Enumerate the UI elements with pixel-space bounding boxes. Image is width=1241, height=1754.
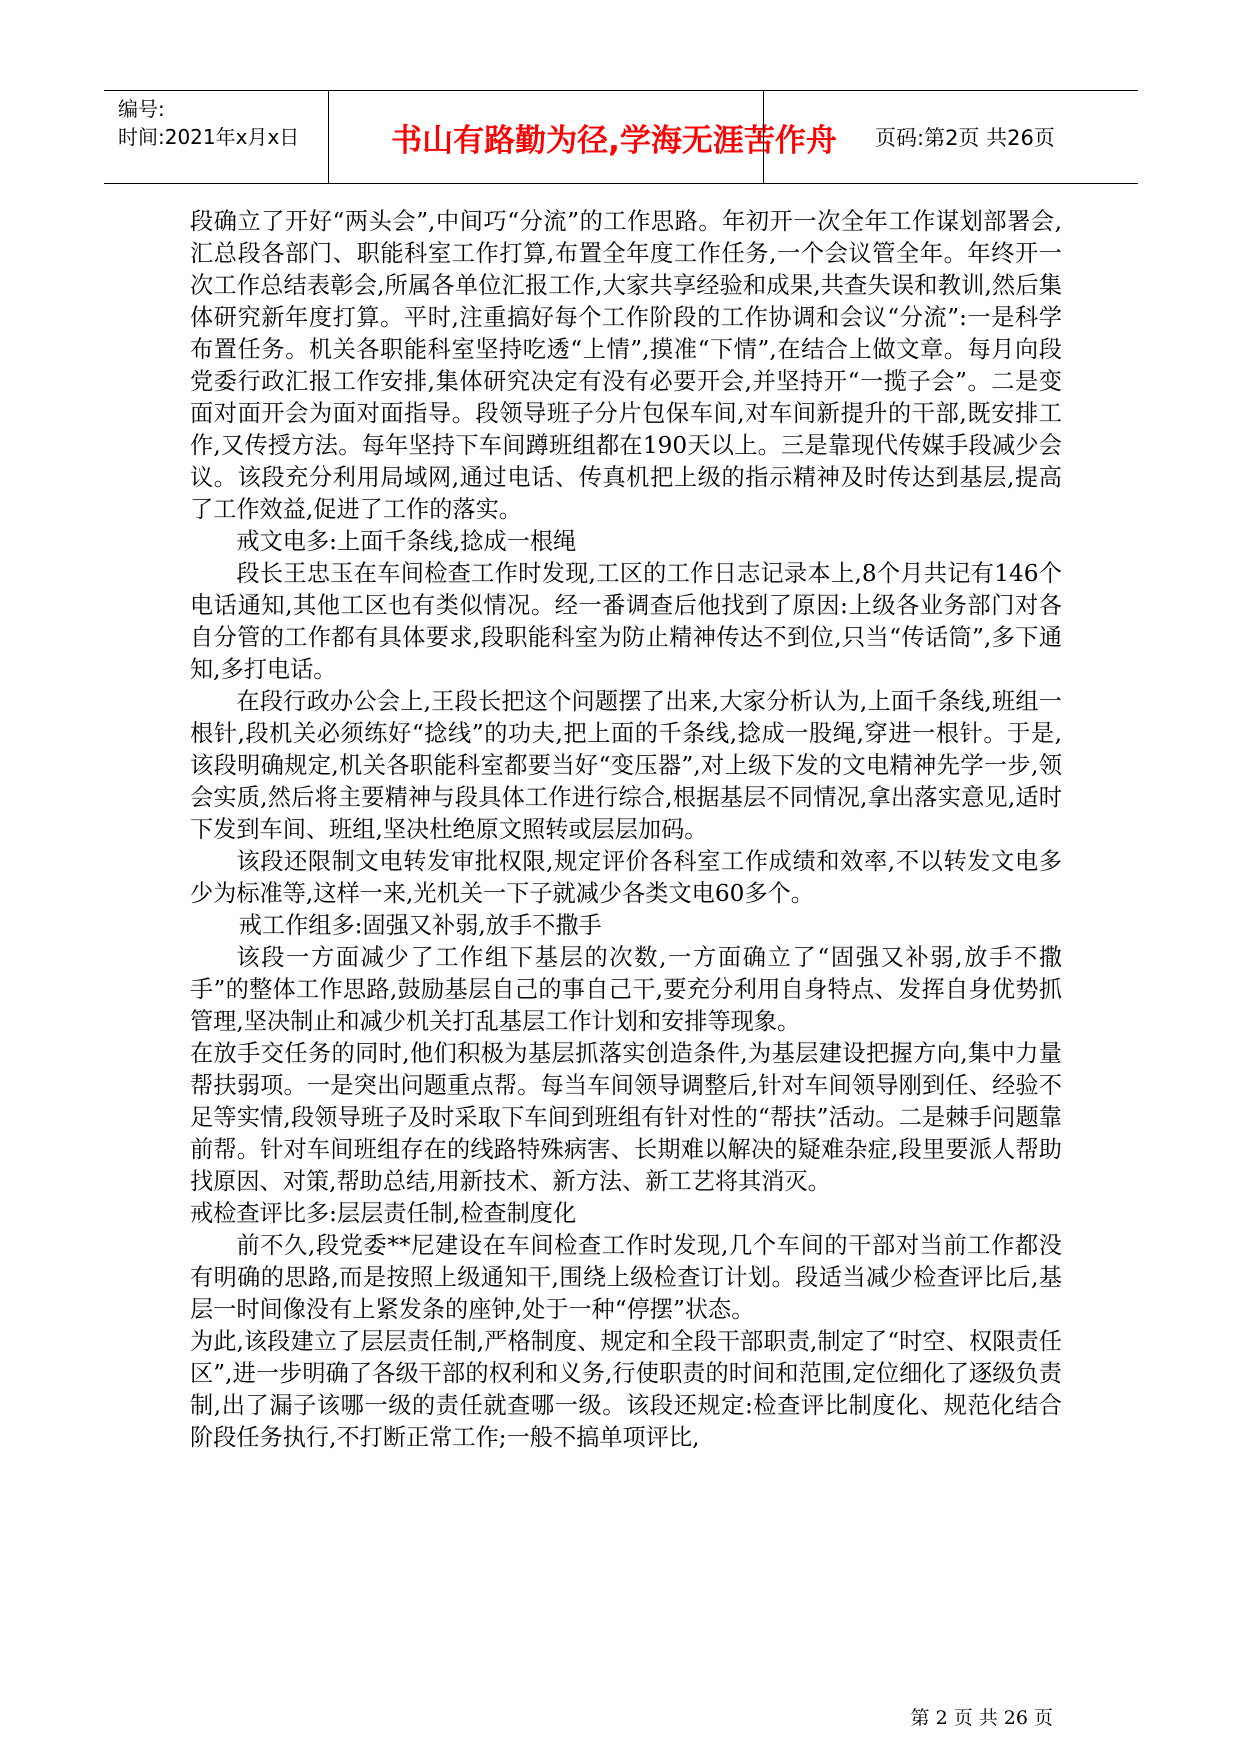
page-footer: 第 2 页 共 26 页: [910, 1707, 1053, 1729]
header-meta: [118, 95, 299, 151]
header-divider-left: [328, 91, 329, 183]
paragraph: 该段还限制文电转发审批权限,规定评价各科室工作成绩和效率,不以转发文电多少为标准等,这样一来,光机关一下子就减少各类文电60多个。: [190, 848, 1062, 907]
document-time-label: 时间:2021年x月x日: [118, 125, 300, 149]
header-page-info: 页码:第2页 共26页: [875, 126, 1055, 150]
header-divider-right: [763, 91, 764, 183]
paragraph: 段长王忠玉在车间检查工作时发现,工区的工作日志记录本上,8个月共记有146个电话通知,其他工区也有类似情况。经一番调查后他找到了原因:上级各业务部门对各自分管的工作都有具体要求,段职能科室为防止精神传达不到位,只当“传话筒”,多下通知,多打电话。: [190, 560, 1062, 683]
paragraph: 段确立了开好“两头会”,中间巧“分流”的工作思路。年初开一次全年工作谋划部署会,汇总段各部门、职能科室工作打算,布置全年度工作任务,一个会议管全年。年终开一次工作总结表彰会,所属各单位汇报工作,大家共享经验和成果,共查失误和教训,然后集体研究新年度打算。平时,注重搞好每个工作阶段的工作协调和会议“分流”:一是科学布置任务。机关各职能科室坚持吃透“上情”,摸准“下情”,在结合上做文章。每月向段党委行政汇报工作安排,集体研究决定有没有必要开会,并坚持开“一揽子会”。二是变面对面开会为面对面指导。段领导班子分片包保车间,对车间新提升的干部,既安排工作,又传授方法。每年坚持下车间蹲班组都在190天以上。三是靠现代传媒手段减少会议。该段充分利用局域网,通过电话、传真机把上级的指示精神及时传达到基层,提高了工作效益,促进了工作的落实。: [190, 208, 1062, 523]
paragraph: 为此,该段建立了层层责任制,严格制度、规定和全段干部职责,制定了“时空、权限责任区”,进一步明确了各级干部的权利和义务,行使职责的时间和范围,定位细化了逐级负责制,出了漏子该哪一级的责任就查哪一级。该段还规定:检查评比制度化、规范化结合阶段任务执行,不打断正常工作;一般不搞单项评比,: [190, 1328, 1062, 1451]
paragraph: 前不久,段党委**尼建设在车间检查工作时发现,几个车间的干部对当前工作都没有明确的思路,而是按照上级通知干,围绕上级检查订计划。段适当减少检查评比后,基层一时间像没有上紧发条的座钟,处于一种“停摆”状态。: [190, 1232, 1062, 1323]
document-header: [104, 90, 1138, 184]
paragraph: 在放手交任务的同时,他们积极为基层抓落实创造条件,为基层建设把握方向,集中力量帮扶弱项。一是突出问题重点帮。每当车间领导调整后,针对车间领导刚到任、经验不足等实情,段领导班子及时采取下车间到班组有针对性的“帮扶”活动。二是棘手问题靠前帮。针对车间班组存在的线路特殊病害、长期难以解决的疑难杂症,段里要派人帮助找原因、对策,帮助总结,用新技术、新方法、新工艺将其消灭。: [190, 1040, 1062, 1195]
section-heading: 戒文电多:上面千条线,捻成一根绳: [236, 528, 577, 555]
section-heading: 戒工作组多:固强又补弱,放手不撒手: [238, 912, 602, 939]
document-body: [190, 206, 1062, 1454]
document-number-label: 编号:: [118, 97, 165, 121]
section-heading: 戒检查评比多:层层责任制,检查制度化: [190, 1200, 577, 1227]
header-motto: 书山有路勤为径,学海无涯苦作舟: [391, 122, 837, 159]
paragraph: 该段一方面减少了工作组下基层的次数,一方面确立了“固强又补弱,放手不撒手”的整体工作思路,鼓励基层自己的事自己干,要充分利用自身特点、发挥自身优势抓管理,坚决制止和减少机关打乱基层工作计划和安排等现象。: [190, 944, 1062, 1035]
paragraph: 在段行政办公会上,王段长把这个问题摆了出来,大家分析认为,上面千条线,班组一根针,段机关必须练好“捻线”的功夫,把上面的千条线,捻成一股绳,穿进一根针。于是,该段明确规定,机关各职能科室都要当好“变压器”,对上级下发的文电精神先学一步,领会实质,然后将主要精神与段具体工作进行综合,根据基层不同情况,拿出落实意见,适时下发到车间、班组,坚决杜绝原文照转或层层加码。: [190, 688, 1062, 843]
